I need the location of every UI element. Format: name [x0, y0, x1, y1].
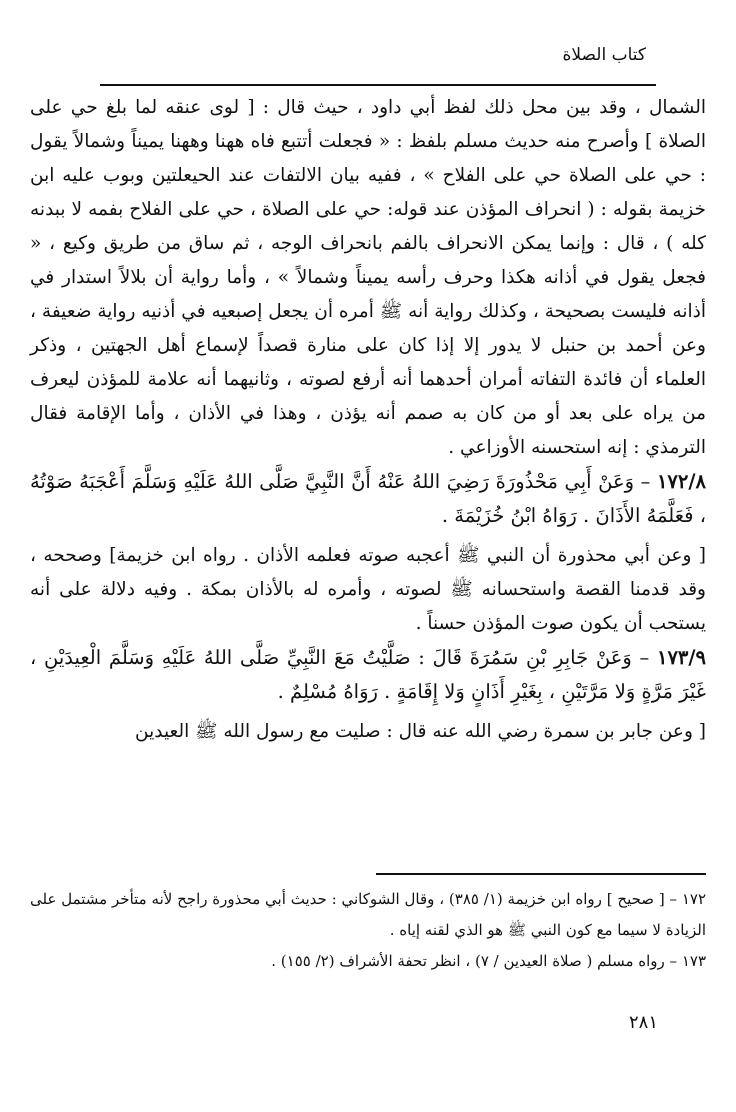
hadith-172: [30, 465, 706, 533]
header-rule: [100, 84, 656, 86]
commentary-paragraph: [ وعن أبي محذورة أن النبي ﷺ أعجبه صوته فعلمه الأذان . رواه ابن خزيمة] وصححه ، وقد قدمنا القصة واستحسانه ﷺ لصوته ، وأمره له بالأذان بمكة . وفيه دلالة على أنه يستحب أن يكون صوت المؤذن حسناً .: [30, 545, 706, 634]
footnote-rule: [376, 873, 706, 875]
main-text: [30, 91, 706, 749]
hadith-text: – وَعَنْ أَبِي مَحْذُورَةَ رَضِيَ اللهُ عَنْهُ أَنَّ النَّبِيَّ صَلَّى اللهُ عَلَيْهِ وَسَلَّمَ أَعْجَبَهُ صَوْتُهُ ، فَعَلَّمَهُ الأَذَانَ . رَوَاهُ ابْنُ خُزَيْمَةَ .: [30, 470, 706, 527]
hadith-number: ١٧٣/٩: [656, 646, 706, 669]
commentary-paragraph: [ وعن جابر بن سمرة رضي الله عنه قال : صليت مع رسول الله ﷺ العيدين: [135, 721, 706, 742]
footnote-173: ١٧٣ – رواه مسلم ( صلاة العيدين / ٧) ، انظر تحفة الأشراف (٢/ ١٥٥) .: [271, 952, 706, 970]
hadith-text: – وَعَنْ جَابِرِ بْنِ سَمُرَةَ قَالَ : صَلَّيْتُ مَعَ النَّبِيِّ صَلَّى اللهُ عَلَيْهِ وَسَلَّمَ الْعِيدَيْنِ ، غَيْرَ مَرَّةٍ وَلا مَرَّتَيْنِ ، بِغَيْرِ أَذَانٍ وَلا إِقَامَةٍ . رَوَاهُ مُسْلِمٌ .: [30, 646, 706, 703]
page-number: ٢٨١: [628, 1012, 658, 1033]
hadith-173: [30, 641, 706, 709]
footnotes: [30, 884, 706, 977]
footnote-172: ١٧٢ – [ صحيح ] رواه ابن خزيمة (١/ ٣٨٥) ، وقال الشوكاني : حديث أبي محذورة راجح لأنه متأخر مشتمل على الزيادة لا سيما مع كون النبي ﷺ هو الذي لقنه إياه .: [30, 890, 706, 939]
running-header-title: كتاب الصلاة: [562, 45, 646, 65]
commentary-paragraph: الشمال ، وقد بين محل ذلك لفظ أبي داود ، حيث قال : [ لوى عنقه لما بلغ حي على الصلاة ] وأصرح منه حديث مسلم بلفظ : « فجعلت أتتبع فاه ههنا وههنا يميناً وشمالاً يقول : حي على الصلاة حي على الفلاح » ، ففيه بيان الالتفات عند الحيعلتين وبوب عليه ابن خزيمة بقوله : ( انحراف المؤذن عند قوله: حي على الصلاة ، حي على الفلاح بفمه لا ببدنه كله ) ، قال : وإنما يمكن الانحراف بالفم بانحراف الوجه ، ثم ساق من طريق وكيع ، « فجعل يقول في أذانه هكذا وحرف رأسه يميناً وشمالاً » ، وأما رواية أن بلالاً استدار في أذانه فليست بصحيحة ، وكذلك رواية أنه ﷺ أمره أن يجعل إصبعيه في أذنيه رواية ضعيفة ، وعن أحمد بن حنبل لا يدور إلا إذا كان على منارة قصداً لإسماع أهل الجهتين ، وذكر العلماء أن فائدة التفاته أمران أحدهما أنه أرفع لصوته ، وثانيهما أنه علامة للمؤذن ليعرف من يراه على بعد أو من كان به صمم أنه يؤذن ، وهذا في الأذان ، وأما الإقامة فقال الترمذي : إنه استحسنه الأوزاعي .: [30, 97, 706, 458]
hadith-number: ١٧٢/٨: [656, 470, 706, 493]
